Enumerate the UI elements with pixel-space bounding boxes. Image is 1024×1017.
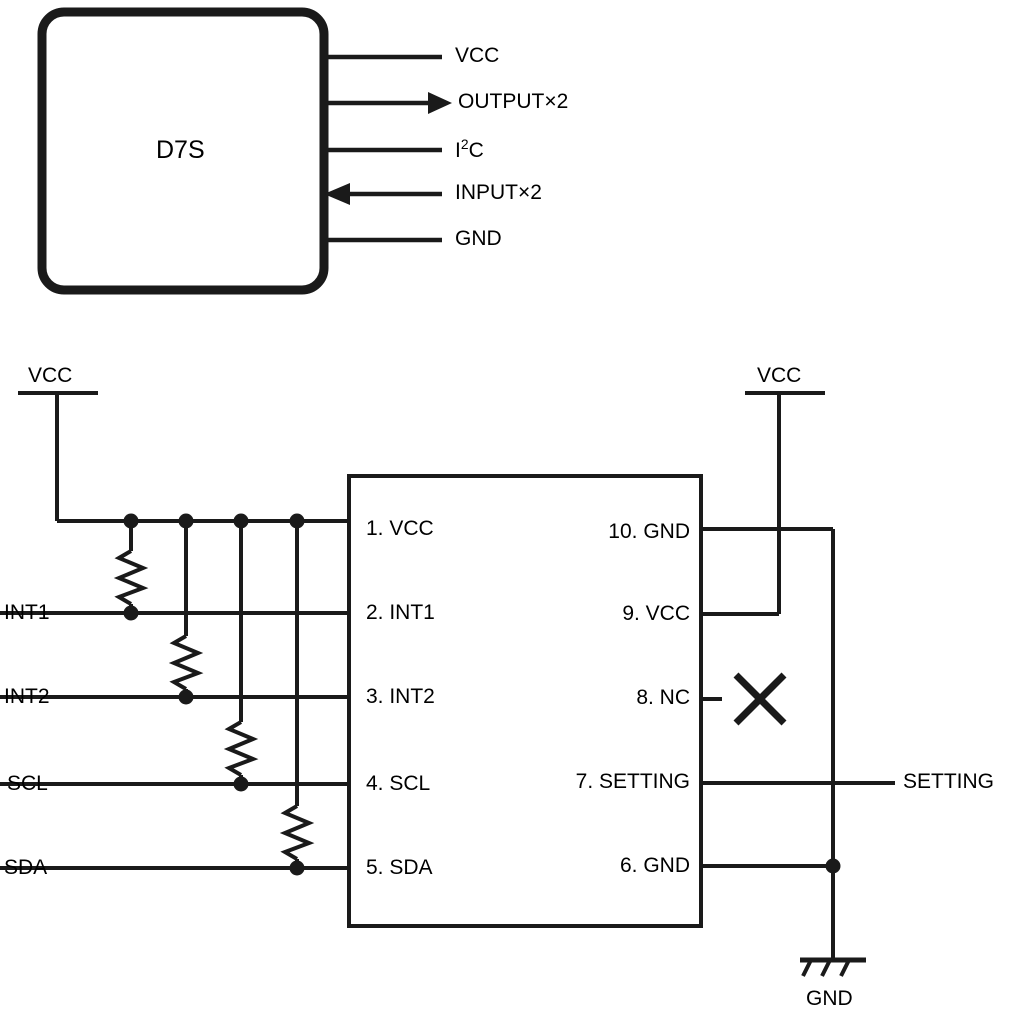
d7s-pin-label-i2c: [455, 138, 484, 161]
gnd-label: GND: [806, 987, 853, 1010]
junction-dot-vcc-r1: [124, 514, 139, 529]
i2c-suffix: C: [468, 139, 484, 162]
vcc-label-left: VCC: [28, 364, 73, 387]
ic-pin-5-sda: 5. SDA: [366, 856, 433, 879]
d7s-pin-label-gnd: GND: [455, 227, 502, 250]
ic-pin-1-vcc: 1. VCC: [366, 517, 434, 540]
i2c-superscript: 2: [460, 136, 469, 152]
signal-label-sda: SDA: [4, 856, 48, 879]
resistor2-zigzag: [174, 636, 198, 689]
ic-pin-4-scl: 4. SCL: [366, 772, 431, 795]
signal-label-int1: INT1: [4, 601, 50, 624]
junction-dot-vcc-r4: [290, 514, 305, 529]
signal-label-scl: SCL: [7, 772, 48, 795]
ic-pin-2-int1: 2. INT1: [366, 601, 435, 624]
i2c-prefix: I: [455, 139, 461, 162]
d7s-block-label: D7S: [156, 136, 205, 164]
junction-dot-vcc-r3: [234, 514, 249, 529]
d7s-pin-label-vcc: VCC: [455, 44, 500, 67]
ic-pin-9-vcc: 9. VCC: [622, 602, 690, 625]
signal-label-int2: INT2: [4, 685, 50, 708]
vcc-label-right: VCC: [757, 364, 802, 387]
arrow-out-icon: [428, 92, 452, 114]
resistor1-zigzag: [119, 551, 143, 604]
d7s-pin-label-output: OUTPUT×2: [458, 90, 569, 113]
setting-label: SETTING: [903, 770, 995, 793]
d7s-pin-label-input: INPUT×2: [455, 181, 542, 204]
resistor4-zigzag: [285, 806, 309, 859]
ic-pin-8-nc: 8. NC: [636, 686, 690, 709]
junction-dot-gnd-bus: [826, 859, 841, 874]
ic-pin-6-gnd: 6. GND: [619, 854, 690, 877]
junction-dot-vcc-r2: [179, 514, 194, 529]
ic-pin-10-gnd: 10. GND: [608, 520, 690, 543]
ic-pin-7-setting: 7. SETTING: [575, 770, 690, 793]
ic-pin-3-int2: 3. INT2: [366, 685, 435, 708]
resistor3-zigzag: [229, 722, 253, 775]
